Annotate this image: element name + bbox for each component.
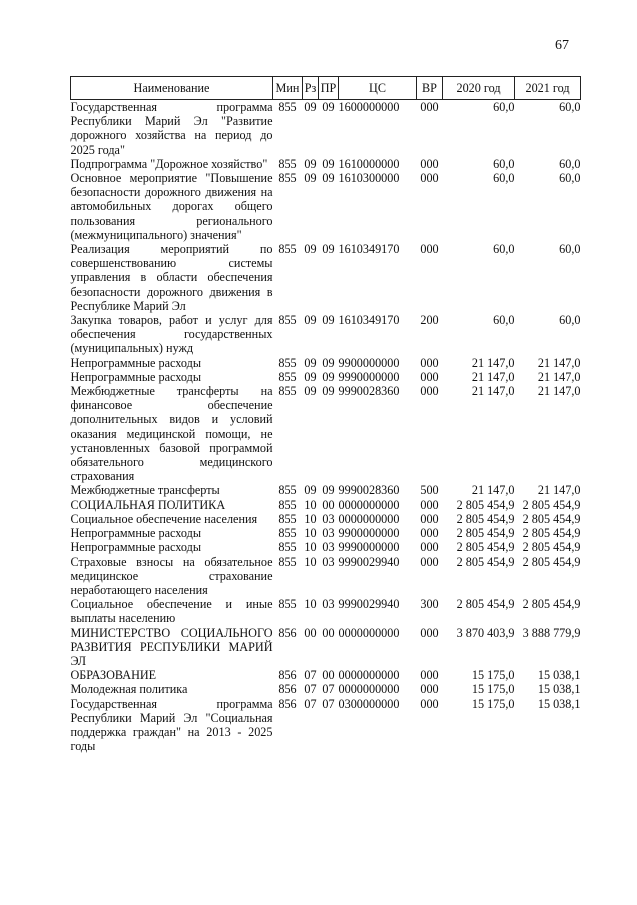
row-amount-2021: 60,0 bbox=[559, 242, 581, 257]
column-header-cs: ЦС bbox=[339, 77, 417, 100]
row-amount-2021: 2 805 454,9 bbox=[522, 597, 581, 612]
row-min: 855 bbox=[278, 540, 297, 555]
table-row bbox=[71, 555, 581, 598]
row-amount-2020: 2 805 454,9 bbox=[456, 511, 515, 526]
row-pr: 09 bbox=[322, 156, 335, 171]
row-name: Подпрограмма "Дорожное хозяйство" bbox=[70, 156, 268, 171]
row-vr: 300 bbox=[420, 597, 439, 612]
row-amount-2021: 21 147,0 bbox=[537, 355, 581, 370]
row-amount-2020: 15 175,0 bbox=[471, 668, 515, 683]
row-min: 855 bbox=[278, 526, 297, 541]
table-row bbox=[71, 682, 581, 696]
row-amount-2020: 2 805 454,9 bbox=[456, 497, 515, 512]
row-vr: 000 bbox=[420, 171, 439, 186]
table-row bbox=[71, 384, 581, 483]
row-amount-2021: 15 038,1 bbox=[537, 668, 581, 683]
column-header-pr: ПР bbox=[319, 77, 339, 100]
row-amount-2021: 21 147,0 bbox=[537, 369, 581, 384]
row-cs: 0000000000 bbox=[338, 511, 400, 526]
table-row bbox=[71, 697, 581, 754]
row-amount-2021: 60,0 bbox=[559, 100, 581, 114]
row-amount-2020: 60,0 bbox=[493, 313, 515, 328]
table-row bbox=[71, 526, 581, 540]
row-min: 855 bbox=[278, 483, 297, 498]
row-amount-2021: 2 805 454,9 bbox=[522, 497, 581, 512]
row-pr: 00 bbox=[322, 497, 335, 512]
row-min: 855 bbox=[278, 242, 297, 257]
table-row bbox=[71, 498, 581, 512]
row-amount-2020: 21 147,0 bbox=[471, 384, 515, 399]
row-amount-2021: 2 805 454,9 bbox=[522, 526, 581, 541]
row-amount-2021: 60,0 bbox=[559, 156, 581, 171]
table-row bbox=[71, 540, 581, 554]
column-header-2021: 2021 год bbox=[515, 77, 581, 100]
row-vr: 000 bbox=[420, 696, 439, 711]
row-amount-2021: 60,0 bbox=[559, 313, 581, 328]
row-rz: 10 bbox=[304, 597, 317, 612]
row-cs: 0000000000 bbox=[338, 668, 400, 683]
row-amount-2021: 15 038,1 bbox=[537, 696, 581, 711]
row-rz: 09 bbox=[304, 384, 317, 399]
row-pr: 09 bbox=[322, 171, 335, 186]
row-rz: 10 bbox=[304, 554, 317, 569]
page-number: 67 bbox=[555, 38, 569, 53]
row-vr: 000 bbox=[420, 156, 439, 171]
row-rz: 09 bbox=[304, 171, 317, 186]
row-rz: 00 bbox=[304, 625, 317, 640]
row-vr: 000 bbox=[420, 384, 439, 399]
row-min: 855 bbox=[278, 497, 297, 512]
row-name: Молодежная политика bbox=[70, 682, 188, 697]
row-name: Основное мероприятие "Повышение безопасности дорожного движения на автомобильных дорогах общего пользования регионального (межмуниципального) значения" bbox=[70, 171, 273, 242]
row-vr: 000 bbox=[420, 100, 439, 114]
row-vr: 000 bbox=[420, 540, 439, 555]
table-row bbox=[71, 242, 581, 313]
row-vr: 000 bbox=[420, 355, 439, 370]
row-amount-2021: 60,0 bbox=[559, 171, 581, 186]
table-row bbox=[71, 668, 581, 682]
column-header-name: Наименование bbox=[71, 77, 273, 100]
row-cs: 1610349170 bbox=[338, 313, 400, 328]
row-min: 855 bbox=[278, 355, 297, 370]
row-pr: 03 bbox=[322, 597, 335, 612]
row-amount-2021: 2 805 454,9 bbox=[522, 511, 581, 526]
row-pr: 03 bbox=[322, 526, 335, 541]
table-body bbox=[71, 100, 581, 754]
row-rz: 09 bbox=[304, 313, 317, 328]
table-row bbox=[71, 157, 581, 171]
row-vr: 000 bbox=[420, 511, 439, 526]
table-row bbox=[71, 313, 581, 356]
row-min: 855 bbox=[278, 156, 297, 171]
row-amount-2020: 21 147,0 bbox=[471, 355, 515, 370]
row-amount-2020: 21 147,0 bbox=[471, 369, 515, 384]
row-cs: 0000000000 bbox=[338, 625, 400, 640]
row-amount-2021: 15 038,1 bbox=[537, 682, 581, 697]
row-amount-2021: 21 147,0 bbox=[537, 384, 581, 399]
row-min: 855 bbox=[278, 554, 297, 569]
row-cs: 9990028360 bbox=[338, 384, 400, 399]
row-pr: 07 bbox=[322, 682, 335, 697]
row-pr: 09 bbox=[322, 384, 335, 399]
row-vr: 000 bbox=[420, 526, 439, 541]
row-min: 855 bbox=[278, 369, 297, 384]
row-name: Непрограммные расходы bbox=[70, 369, 202, 384]
row-name: Межбюджетные трансферты на финансовое обеспечение дополнительных видов и условий оказания медицинской помощи, не установленных базовой программой обязательного медицинского страхования bbox=[70, 384, 273, 484]
row-name: Закупка товаров, работ и услуг для обеспечения государственных (муниципальных) нужд bbox=[70, 313, 273, 356]
row-pr: 09 bbox=[322, 355, 335, 370]
table-header-row bbox=[71, 77, 581, 100]
row-cs: 9900000000 bbox=[338, 526, 400, 541]
row-min: 856 bbox=[278, 682, 297, 697]
row-amount-2021: 2 805 454,9 bbox=[522, 540, 581, 555]
row-rz: 10 bbox=[304, 540, 317, 555]
row-rz: 10 bbox=[304, 526, 317, 541]
row-rz: 07 bbox=[304, 696, 317, 711]
row-cs: 9990000000 bbox=[338, 369, 400, 384]
row-cs: 9990000000 bbox=[338, 540, 400, 555]
row-pr: 03 bbox=[322, 511, 335, 526]
row-amount-2020: 60,0 bbox=[493, 171, 515, 186]
row-vr: 000 bbox=[420, 242, 439, 257]
column-header-vr: ВР bbox=[417, 77, 443, 100]
row-min: 855 bbox=[278, 511, 297, 526]
row-name: Непрограммные расходы bbox=[70, 540, 202, 555]
row-cs: 9900000000 bbox=[338, 355, 400, 370]
row-vr: 200 bbox=[420, 313, 439, 328]
row-rz: 09 bbox=[304, 100, 317, 114]
row-name: Непрограммные расходы bbox=[70, 355, 202, 370]
row-min: 856 bbox=[278, 625, 297, 640]
row-cs: 0000000000 bbox=[338, 497, 400, 512]
row-cs: 1610000000 bbox=[338, 156, 400, 171]
row-rz: 10 bbox=[304, 511, 317, 526]
column-header-min: Мин bbox=[273, 77, 303, 100]
row-name: Государственная программа Республики Марий Эл "Развитие дорожного хозяйства на период до 2025 года" bbox=[70, 100, 273, 157]
row-amount-2020: 15 175,0 bbox=[471, 696, 515, 711]
row-vr: 000 bbox=[420, 668, 439, 683]
row-vr: 000 bbox=[420, 369, 439, 384]
row-cs: 0000000000 bbox=[338, 682, 400, 697]
row-amount-2021: 2 805 454,9 bbox=[522, 554, 581, 569]
row-cs: 9990029940 bbox=[338, 597, 400, 612]
row-name: Социальное обеспечение и иные выплаты населению bbox=[70, 597, 273, 626]
row-pr: 09 bbox=[322, 242, 335, 257]
row-rz: 10 bbox=[304, 497, 317, 512]
row-pr: 03 bbox=[322, 540, 335, 555]
row-name: Межбюджетные трансферты bbox=[70, 483, 220, 498]
row-min: 855 bbox=[278, 313, 297, 328]
row-min: 856 bbox=[278, 668, 297, 683]
row-amount-2021: 21 147,0 bbox=[537, 483, 581, 498]
row-cs: 9990029940 bbox=[338, 554, 400, 569]
row-name: МИНИСТЕРСТВО СОЦИАЛЬНОГО РАЗВИТИЯ РЕСПУБЛИКИ МАРИЙ ЭЛ bbox=[70, 625, 273, 668]
row-rz: 07 bbox=[304, 668, 317, 683]
row-rz: 09 bbox=[304, 355, 317, 370]
row-cs: 9990028360 bbox=[338, 483, 400, 498]
budget-table bbox=[70, 76, 581, 753]
row-amount-2020: 2 805 454,9 bbox=[456, 526, 515, 541]
row-pr: 09 bbox=[322, 483, 335, 498]
row-pr: 09 bbox=[322, 100, 335, 114]
row-rz: 07 bbox=[304, 682, 317, 697]
row-amount-2020: 15 175,0 bbox=[471, 682, 515, 697]
row-vr: 000 bbox=[420, 497, 439, 512]
row-cs: 1610300000 bbox=[338, 171, 400, 186]
row-name: Непрограммные расходы bbox=[70, 526, 202, 541]
row-cs: 1600000000 bbox=[338, 100, 400, 114]
row-amount-2020: 60,0 bbox=[493, 242, 515, 257]
row-name: Социальное обеспечение населения bbox=[70, 511, 258, 526]
table-row bbox=[71, 370, 581, 384]
row-pr: 09 bbox=[322, 369, 335, 384]
row-amount-2020: 60,0 bbox=[493, 100, 515, 114]
row-amount-2020: 2 805 454,9 bbox=[456, 554, 515, 569]
row-min: 855 bbox=[278, 171, 297, 186]
row-name: ОБРАЗОВАНИЕ bbox=[70, 668, 157, 683]
row-pr: 07 bbox=[322, 696, 335, 711]
table-row bbox=[71, 356, 581, 370]
row-vr: 500 bbox=[420, 483, 439, 498]
row-name: Государственная программа Республики Марий Эл "Социальная поддержка граждан" на 2013 - 2025 годы bbox=[70, 696, 273, 754]
row-pr: 00 bbox=[322, 625, 335, 640]
row-cs: 0300000000 bbox=[338, 696, 400, 711]
table-row bbox=[71, 100, 581, 157]
table-row bbox=[71, 483, 581, 497]
row-vr: 000 bbox=[420, 625, 439, 640]
row-rz: 09 bbox=[304, 156, 317, 171]
row-amount-2020: 21 147,0 bbox=[471, 483, 515, 498]
row-rz: 09 bbox=[304, 242, 317, 257]
row-vr: 000 bbox=[420, 554, 439, 569]
row-min: 855 bbox=[278, 597, 297, 612]
row-min: 856 bbox=[278, 696, 297, 711]
row-pr: 03 bbox=[322, 554, 335, 569]
row-cs: 1610349170 bbox=[338, 242, 400, 257]
row-name: Реализация мероприятий по совершенствованию системы управления в области обеспечения безопасности дорожного движения в Республике Марий Эл bbox=[70, 242, 273, 313]
row-vr: 000 bbox=[420, 682, 439, 697]
column-header-2020: 2020 год bbox=[443, 77, 515, 100]
row-amount-2020: 2 805 454,9 bbox=[456, 597, 515, 612]
row-rz: 09 bbox=[304, 483, 317, 498]
table-row bbox=[71, 512, 581, 526]
row-name: Страховые взносы на обязательное медицинское страхование неработающего населения bbox=[70, 554, 273, 597]
row-pr: 00 bbox=[322, 668, 335, 683]
row-min: 855 bbox=[278, 100, 297, 114]
row-amount-2021: 3 888 779,9 bbox=[522, 625, 581, 640]
table-row bbox=[71, 171, 581, 242]
table-row bbox=[71, 626, 581, 669]
row-amount-2020: 3 870 403,9 bbox=[456, 625, 515, 640]
column-header-rz: Рз bbox=[303, 77, 319, 100]
row-min: 855 bbox=[278, 384, 297, 399]
row-amount-2020: 2 805 454,9 bbox=[456, 540, 515, 555]
row-pr: 09 bbox=[322, 313, 335, 328]
table-row bbox=[71, 597, 581, 625]
row-amount-2020: 60,0 bbox=[493, 156, 515, 171]
row-name: СОЦИАЛЬНАЯ ПОЛИТИКА bbox=[70, 497, 226, 512]
row-rz: 09 bbox=[304, 369, 317, 384]
